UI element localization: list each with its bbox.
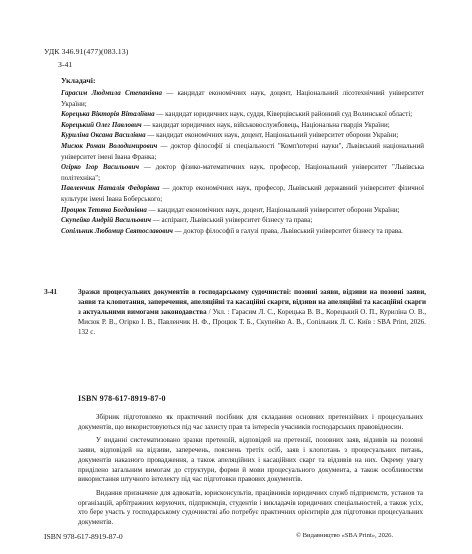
compiler-entry [61,130,424,141]
compiler-entry [61,183,424,204]
compiler-name: Огірко Ігор Васильович [61,163,140,172]
compiler-name: Павленчик Наталія Федорівна [61,184,160,193]
compilers-heading: Укладачі: [61,76,96,85]
compiler-description: — кандидат юридичних наук, суддя, Ківерцівський районний суд Волинської області; [154,110,413,119]
compiler-description: — доктор філософії в галузі права, Львівський університет бізнесу та права. [172,226,403,235]
annotation-text [78,288,426,338]
compilers-list [61,88,424,236]
abstract-paragraph: У виданні систематизовано зразки претензій, відповідей на претензії, позовних заяв, відзивів на позовні заяви, відповідей на відзиви, заперечень, пояснень третіх осіб, заяв і клопотань з процесуальних питань, документів наказного провадження, а також апеляційних і касаційних скарг та відзивів на них. Окрему увагу приділено загальним вимогам до структури, форми й мови процесуального документа, а також особливостям використання штучного інтелекту під час підготовки правових документів. [78,436,423,484]
compiler-entry [61,226,424,237]
abstract [78,413,423,532]
udk-code: УДК 346.91(477)(083.13) [44,47,129,56]
compiler-name: Гарасим Людмила Степанівна [61,89,162,97]
compiler-name: Корецька Вікторія Віталіївна [61,110,155,119]
compiler-entry [61,205,424,216]
compiler-description: — доктор філософії зі спеціальності "Комп'ютерні науки", Львівський національний університет імені Івана Франка; [61,141,424,161]
compiler-entry [61,88,424,109]
compiler-name: Процюк Тетяна Богданівна [61,205,147,214]
annotation-code: З-41 [44,288,58,296]
compiler-description: — кандидат економічних наук, доцент, Національний університет оборони України; [145,131,399,140]
author-sign-code: З-41 [58,60,73,69]
compiler-name: Корецький Олег Павлович [61,120,142,129]
compiler-entry [61,120,424,131]
isbn: ISBN 978-617-8919-87-0 [78,394,166,403]
compiler-description: — кандидат економічних наук, доцент, Національний лісотехнічний університет України; [61,89,425,108]
compiler-name: Мисюк Роман Володимирович [61,141,158,150]
abstract-paragraph: Збірник підготовлено як практичний посібник для складання основних претензійних і процесуальних документів, що використовуються під час захисту прав та інтересів учасників господарських правовідносин. [78,413,423,431]
book-title: Зразки процесуальних документів в господарському судочинстві: позовні заяви, відзиви на позовні заяви, заяви та клопотання, заперечення, апеляційні та касаційні скарги, відзиви на апеляційні та касаційні скарги з актуальними вимогами законодавства [78,288,426,316]
compiler-entry [61,109,424,120]
bibliographic-details: / Укл. : Гарасим Л. С., Корецька В. В., Корецький О. П., Куриліна О. В., Мисюк Р. В., Огірко І. В., Павленчик Н. Ф., Процюк Т. Б., Скупейко А. В., Сопільник Л. С. Київ : SBA Print, 2026. 132 с. [78,307,426,336]
abstract-paragraph: Видання призначене для адвокатів, юрисконсультів, працівників юридичних служб підприємств, установ та організацій, арбітражних керуючих, підприємців, студентів і викладачів юридичних спеціальностей, а також усіх, хто бере участь у господарському судочинстві або потребує практичних орієнтирів для підготовки процесуальних документів. [78,488,423,527]
compiler-description: — кандидат економічних наук, доцент, Національний університет оборони України; [146,205,400,214]
compiler-description: — доктор економічних наук, професор, Львівський державний університет фізичної культури імені Івана Боберського; [61,184,424,203]
compiler-name: Куриліна Оксана Василівна [61,131,146,140]
isbn-footer: ISBN 978-617-8919-87-0 [44,532,123,541]
copyright-notice: © Видавництво «SBA Print», 2026. [296,532,394,539]
compiler-description: — доктор фізико-математичних наук, професор, Національний університет "Львівська політехніка"; [61,163,424,182]
compiler-name: Скупейко Андрій Васильович [61,216,152,225]
compiler-entry [61,215,424,226]
compiler-entry [61,162,424,183]
compiler-entry [61,141,424,162]
bibliographic-annotation [44,288,426,338]
compiler-description: — аспірант, Львівський університет бізнесу та права; [151,216,313,225]
compiler-description: — кандидат юридичних наук, військовослужбовець, Національна гвардія України; [141,120,390,129]
compiler-name: Сопільник Любомир Святославович [61,226,173,235]
